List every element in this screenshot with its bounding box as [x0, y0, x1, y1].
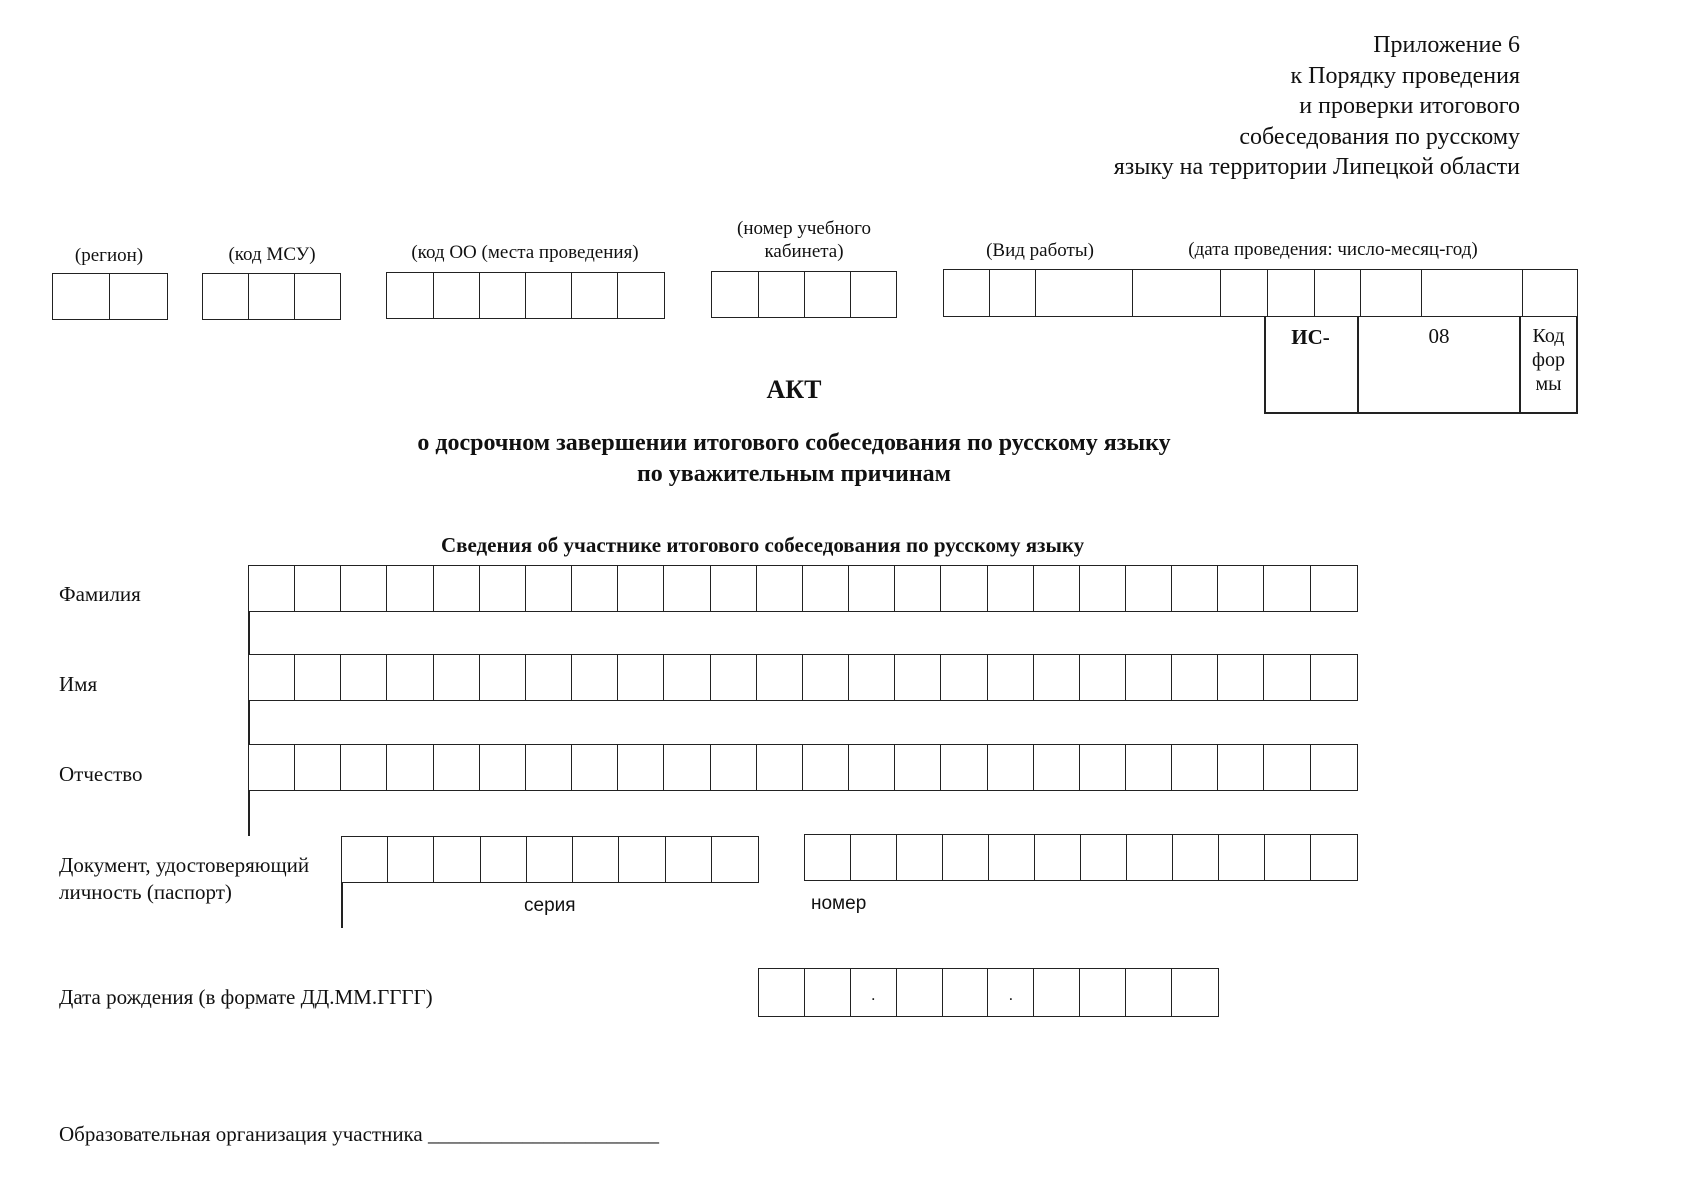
form-code-label-line: Код [1532, 325, 1565, 347]
char-cell[interactable] [941, 745, 987, 790]
char-cell[interactable] [897, 835, 943, 880]
char-cell[interactable] [803, 655, 849, 700]
appendix-line: языку на территории Липецкой области [1113, 154, 1520, 180]
char-cell[interactable] [941, 566, 987, 611]
char-cell[interactable] [1218, 655, 1264, 700]
label-patronymic: Отчество [59, 762, 143, 786]
char-cell[interactable] [1034, 655, 1080, 700]
char-cell[interactable] [295, 745, 341, 790]
char-cell[interactable] [480, 566, 526, 611]
char-cell[interactable] [988, 566, 1034, 611]
char-cell[interactable] [1034, 745, 1080, 790]
char-cell[interactable] [849, 655, 895, 700]
char-cell[interactable] [480, 655, 526, 700]
char-cell[interactable] [897, 969, 943, 1016]
char-cell[interactable] [434, 655, 480, 700]
code-cell[interactable] [1422, 270, 1523, 316]
char-cell[interactable] [1173, 835, 1219, 880]
form-code-label-line: фор [1532, 349, 1565, 371]
char-cell[interactable] [572, 655, 618, 700]
code-cell[interactable] [618, 273, 664, 318]
char-cell[interactable] [757, 566, 803, 611]
label-surname: Фамилия [59, 582, 141, 606]
char-cell[interactable] [803, 745, 849, 790]
char-cell[interactable] [618, 655, 664, 700]
char-cell[interactable] [572, 745, 618, 790]
char-cell[interactable] [1172, 566, 1218, 611]
char-cell[interactable] [1219, 835, 1265, 880]
char-cell[interactable] [1311, 655, 1357, 700]
subtitle-line: о досрочном завершении итогового собеседования по русскому языку [417, 430, 1171, 456]
section-title: Сведения об участнике итогового собеседования по русскому языку [441, 533, 1085, 557]
char-cell[interactable] [387, 566, 433, 611]
char-cell[interactable] [619, 837, 665, 882]
code-cell[interactable] [1361, 270, 1422, 316]
org-input-line[interactable]: ______________________ [428, 1122, 660, 1146]
code-cell[interactable] [572, 273, 618, 318]
char-cell[interactable] [249, 745, 295, 790]
char-cell[interactable] [851, 835, 897, 880]
form-code-number: 08 [1428, 324, 1450, 348]
char-cell[interactable] [526, 655, 572, 700]
passport-series-boxes[interactable] [341, 836, 759, 883]
org-row [59, 1122, 659, 1147]
surname-boxes[interactable] [248, 565, 1358, 612]
room-number-boxes[interactable] [711, 271, 897, 318]
oo-code-boxes[interactable] [386, 272, 665, 319]
char-cell[interactable] [1127, 835, 1173, 880]
label-series: серия [524, 895, 576, 916]
char-cell[interactable] [526, 745, 572, 790]
appendix-line: и проверки итогового [1299, 93, 1520, 119]
char-cell[interactable] [943, 969, 989, 1016]
char-cell[interactable] [618, 745, 664, 790]
char-cell[interactable] [1218, 745, 1264, 790]
char-cell[interactable] [1126, 655, 1172, 700]
char-cell[interactable] [988, 655, 1034, 700]
document-subtitle [0, 428, 1588, 490]
char-cell[interactable] [1080, 655, 1126, 700]
char-cell[interactable] [895, 566, 941, 611]
char-cell[interactable] [1080, 969, 1126, 1016]
char-cell[interactable] [849, 745, 895, 790]
char-cell[interactable] [664, 566, 710, 611]
passport-number-boxes[interactable] [804, 834, 1358, 881]
char-cell[interactable] [1172, 969, 1218, 1016]
label-document-line: личность (паспорт) [59, 880, 232, 904]
code-cell[interactable] [712, 272, 759, 317]
form-code-prefix: ИС- [1291, 325, 1330, 349]
char-cell[interactable] [664, 655, 710, 700]
char-cell[interactable] [1080, 745, 1126, 790]
char-cell[interactable] [434, 745, 480, 790]
char-cell[interactable] [943, 835, 989, 880]
name-boxes[interactable] [248, 654, 1358, 701]
label-oo: (код ОО (места проведения) [411, 242, 639, 263]
char-cell[interactable] [295, 655, 341, 700]
char-cell[interactable] [434, 566, 480, 611]
appendix-reference [1114, 30, 1520, 183]
label-document-line: Документ, удостоверяющий [59, 853, 310, 877]
char-cell[interactable] [757, 745, 803, 790]
label-birth-date: Дата рождения (в формате ДД.ММ.ГГГГ) [59, 985, 433, 1009]
form-code-label-line: мы [1535, 373, 1562, 395]
region-code-boxes[interactable] [52, 273, 168, 320]
char-cell[interactable] [295, 566, 341, 611]
code-cell[interactable] [1315, 270, 1361, 316]
char-cell[interactable] [1264, 745, 1310, 790]
char-cell[interactable] [666, 837, 712, 882]
char-cell[interactable] [1126, 969, 1172, 1016]
char-cell[interactable] [988, 745, 1034, 790]
code-cell[interactable] [434, 273, 480, 318]
char-cell[interactable] [989, 835, 1035, 880]
char-cell[interactable] [1311, 835, 1357, 880]
char-cell[interactable] [573, 837, 619, 882]
label-msu: (код МСУ) [228, 244, 316, 265]
char-cell[interactable] [1265, 835, 1311, 880]
char-cell[interactable] [481, 837, 527, 882]
char-cell[interactable] [1081, 835, 1127, 880]
char-cell[interactable] [527, 837, 573, 882]
char-cell[interactable] [759, 969, 805, 1016]
char-cell[interactable] [1035, 835, 1081, 880]
char-cell[interactable] [342, 837, 388, 882]
char-cell[interactable] [1126, 745, 1172, 790]
char-cell[interactable] [1218, 566, 1264, 611]
appendix-line: к Порядку проведения [1290, 62, 1520, 89]
code-cell[interactable] [249, 274, 295, 319]
subtitle-line: по уважительным причинам [636, 461, 952, 487]
label-room-line1: (номер учебного [737, 218, 871, 239]
char-cell[interactable] [805, 835, 851, 880]
char-cell[interactable] [1311, 566, 1357, 611]
birth-date-boxes[interactable] [758, 968, 1219, 1017]
char-cell[interactable] [711, 566, 757, 611]
document-title: АКТ [766, 375, 822, 404]
char-cell[interactable] [249, 566, 295, 611]
char-cell[interactable] [711, 655, 757, 700]
code-cell[interactable] [110, 274, 167, 319]
char-cell[interactable] [387, 745, 433, 790]
label-number: номер [811, 893, 867, 914]
char-cell[interactable] [851, 969, 897, 1016]
char-cell[interactable] [712, 837, 758, 882]
char-cell[interactable] [941, 655, 987, 700]
code-cell[interactable] [1523, 270, 1577, 316]
char-cell[interactable] [1172, 745, 1218, 790]
char-cell[interactable] [849, 566, 895, 611]
char-cell[interactable] [1034, 566, 1080, 611]
work-type-and-date-boxes[interactable] [943, 269, 1578, 317]
char-cell[interactable] [341, 566, 387, 611]
label-name: Имя [59, 672, 98, 696]
code-cell[interactable] [53, 274, 110, 319]
label-work-type: (Вид работы) [986, 240, 1094, 261]
code-cell[interactable] [990, 270, 1036, 316]
char-cell[interactable] [757, 655, 803, 700]
char-cell[interactable] [1264, 655, 1310, 700]
char-cell[interactable] [387, 655, 433, 700]
char-cell[interactable] [1172, 655, 1218, 700]
char-cell[interactable] [1034, 969, 1080, 1016]
code-cell[interactable] [1221, 270, 1268, 316]
char-cell[interactable] [341, 655, 387, 700]
char-cell[interactable] [434, 837, 480, 882]
char-cell[interactable] [1126, 566, 1172, 611]
code-cell[interactable] [526, 273, 572, 318]
form-code-border [1264, 412, 1578, 414]
char-cell[interactable] [1080, 566, 1126, 611]
code-cell[interactable] [480, 273, 526, 318]
code-cell[interactable] [1133, 270, 1221, 316]
char-cell[interactable] [805, 969, 851, 1016]
char-cell[interactable] [1311, 745, 1357, 790]
char-cell[interactable] [572, 566, 618, 611]
char-cell[interactable] [341, 745, 387, 790]
char-cell[interactable] [249, 655, 295, 700]
char-cell[interactable] [480, 745, 526, 790]
char-cell[interactable] [388, 837, 434, 882]
code-cell[interactable] [759, 272, 805, 317]
char-cell[interactable] [803, 566, 849, 611]
appendix-line: Приложение 6 [1373, 32, 1520, 58]
char-cell[interactable] [895, 655, 941, 700]
char-cell[interactable] [618, 566, 664, 611]
label-date: (дата проведения: число-месяц-год) [1188, 239, 1478, 260]
code-cell[interactable] [387, 273, 434, 318]
label-region: (регион) [74, 245, 144, 266]
code-cell[interactable] [1268, 270, 1315, 316]
code-cell[interactable] [944, 270, 990, 316]
code-cell[interactable] [203, 274, 249, 319]
label-org: Образовательная организация участника [59, 1122, 423, 1146]
label-document [59, 852, 309, 906]
char-cell[interactable] [526, 566, 572, 611]
msu-code-boxes[interactable] [202, 273, 341, 320]
char-cell[interactable] [1264, 566, 1310, 611]
char-cell[interactable] [664, 745, 710, 790]
char-cell[interactable] [895, 745, 941, 790]
char-cell[interactable] [988, 969, 1034, 1016]
code-cell[interactable] [805, 272, 851, 317]
label-room [711, 217, 897, 263]
patronymic-boxes[interactable] [248, 744, 1358, 791]
label-room-line2: кабинета) [764, 241, 844, 262]
appendix-line: собеседования по русскому [1239, 123, 1520, 150]
code-cell[interactable] [295, 274, 340, 319]
code-cell[interactable] [1036, 270, 1133, 316]
char-cell[interactable] [711, 745, 757, 790]
code-cell[interactable] [851, 272, 896, 317]
